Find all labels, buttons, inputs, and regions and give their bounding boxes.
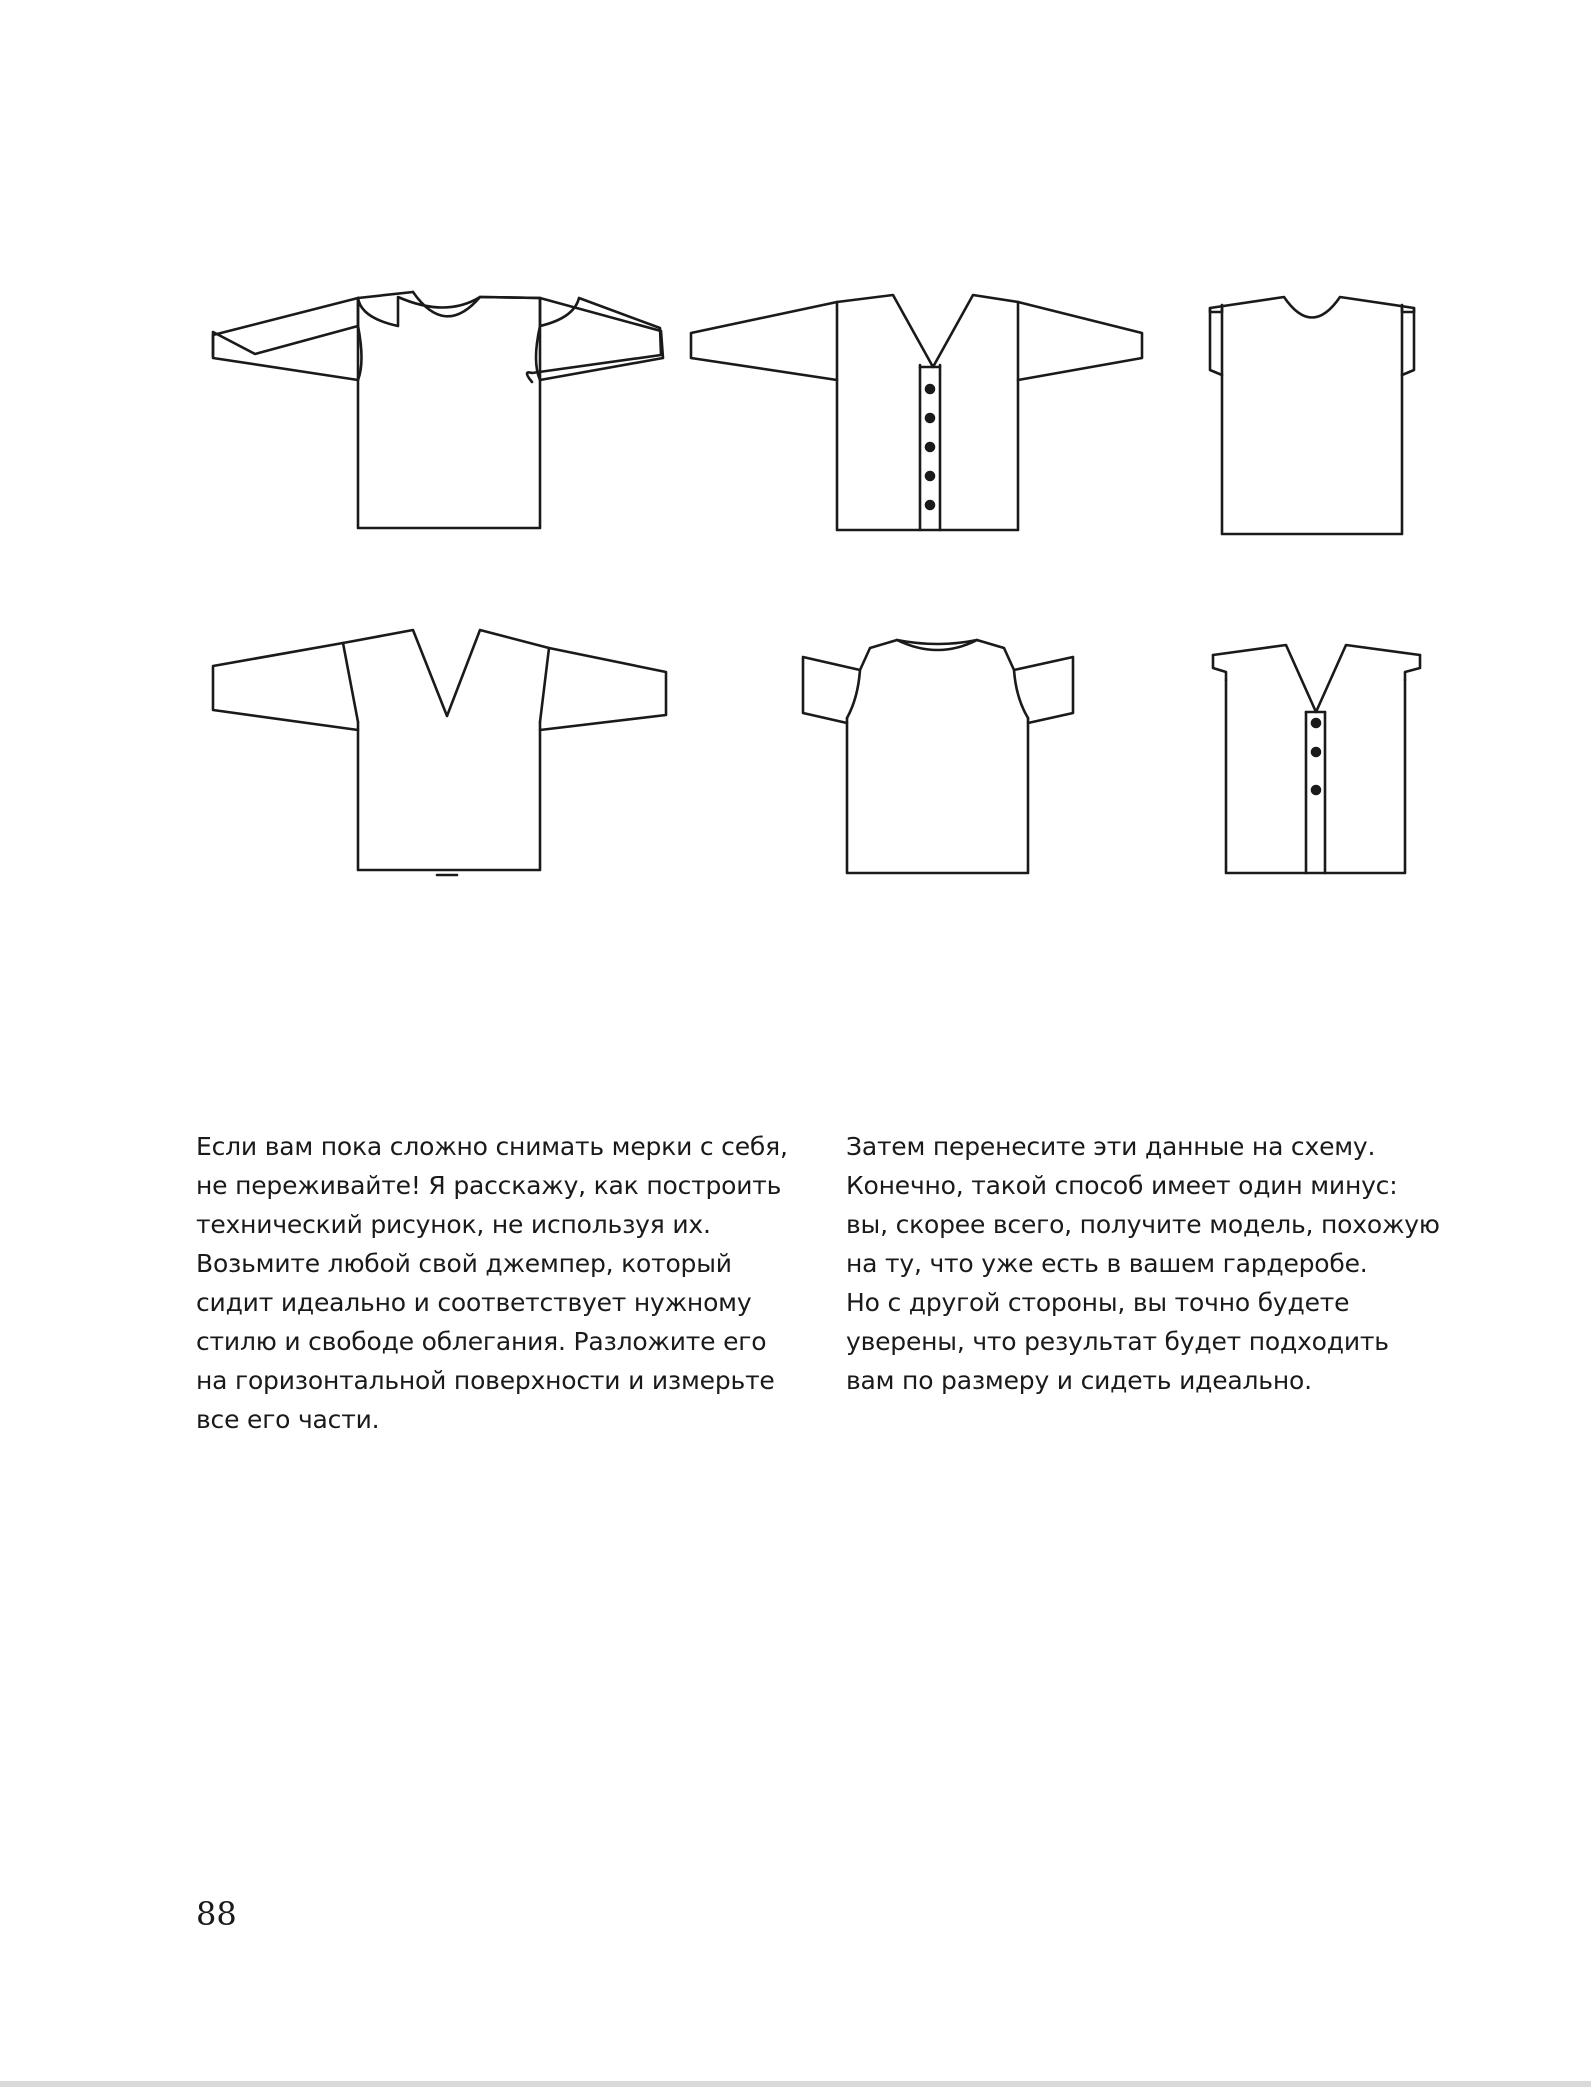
paragraph-line: сидит идеально и соответствует нужному [196, 1288, 752, 1317]
paragraph-line: вам по размеру и сидеть идеально. [846, 1366, 1312, 1395]
paragraph-line: все его части. [196, 1405, 380, 1434]
page-number: 88 [196, 1895, 237, 1933]
page-bottom-edge [0, 2081, 1591, 2087]
body-text-right-column [846, 1127, 1440, 1400]
body-text-left-column [196, 1127, 788, 1439]
paragraph-line: на ту, что уже есть в вашем гардеробе. [846, 1249, 1368, 1278]
sweater-round-neck-short-sleeve-icon [803, 640, 1073, 873]
paragraph-line: на горизонтальной поверхности и измерьте [196, 1366, 775, 1395]
paragraph-line: не переживайте! Я расскажу, как построить [196, 1171, 782, 1200]
paragraph-line: Но с другой стороны, вы точно будете [846, 1288, 1350, 1317]
paragraph-line: Возьмите любой свой джемпер, который [196, 1249, 732, 1278]
vest-v-neck-buttons-icon [1213, 645, 1420, 873]
cardigan-v-neck-buttons-icon [691, 295, 1142, 530]
paragraph-line: уверены, что результат будет подходить [846, 1327, 1389, 1356]
paragraph-line: стилю и свободе облегания. Разложите его [196, 1327, 767, 1356]
garment-illustrations [0, 0, 1591, 900]
vest-round-neck-icon [1210, 297, 1414, 534]
paragraph-line: технический рисунок, не используя их. [196, 1210, 711, 1239]
paragraph-line: Если вам пока сложно снимать мерки с себя, [196, 1132, 788, 1161]
paragraph-line: Конечно, такой способ имеет один минус: [846, 1171, 1398, 1200]
sweater-v-neck-long-sleeve-icon [213, 630, 666, 875]
sweater-round-neck-long-sleeve-icon [213, 292, 663, 528]
paragraph-line: вы, скорее всего, получите модель, похожую [846, 1210, 1440, 1239]
paragraph-line: Затем перенесите эти данные на схему. [846, 1132, 1376, 1161]
